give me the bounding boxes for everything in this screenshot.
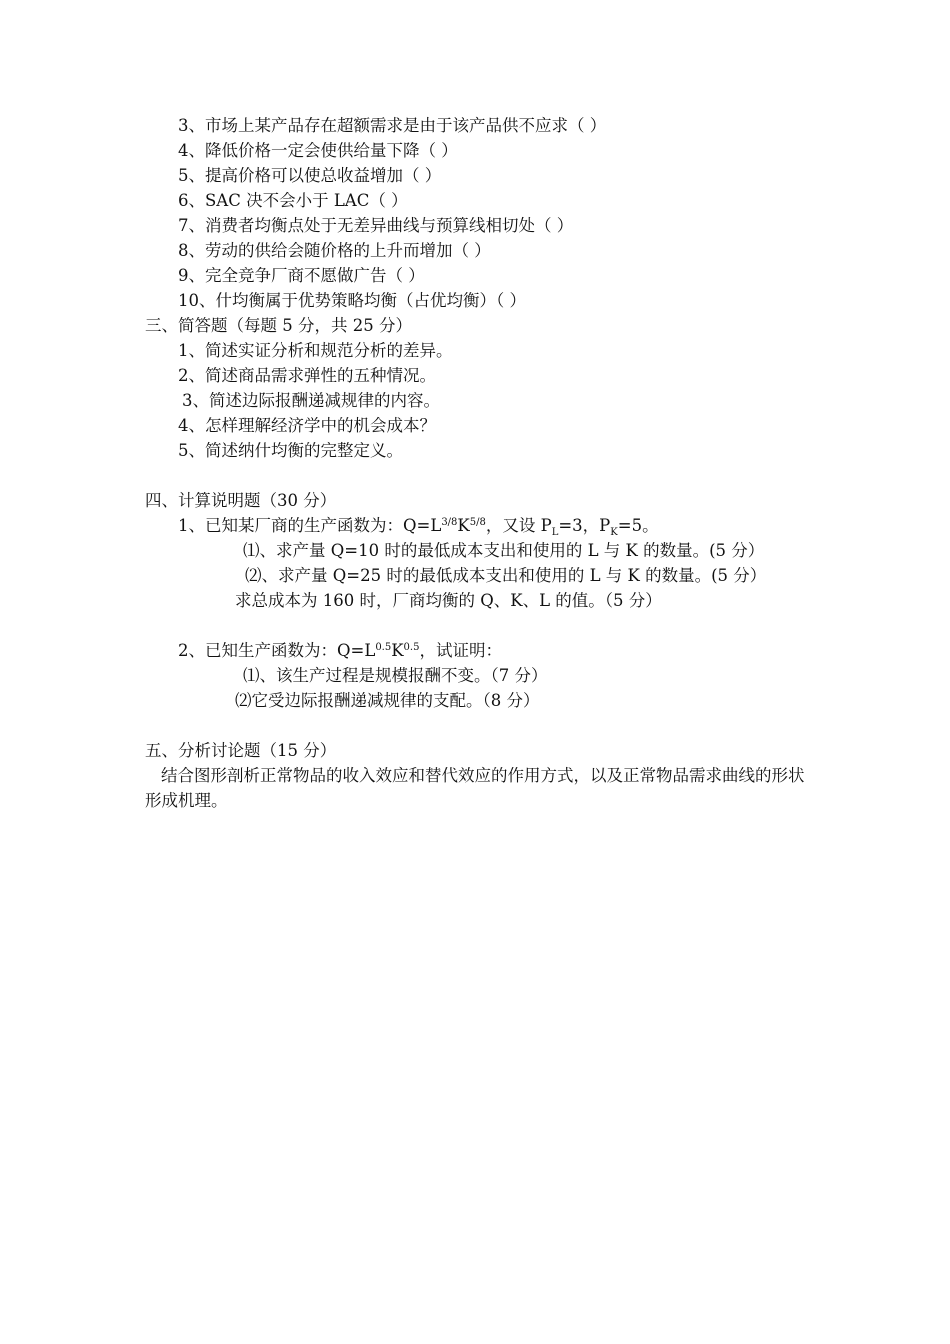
section4-q1-part-1: ⑴、求产量 Q=10 时的最低成本支出和使用的 L 与 K 的数量。(5 分） [243,541,765,560]
q1-exp-k: 5/8 [469,517,486,528]
tf-item-5: 5、提高价格可以使总收益增加（ ） [178,166,442,185]
section3-item-1: 1、简述实证分析和规范分析的差异。 [178,341,453,360]
tf-item-8: 8、劳动的供给会随价格的上升而增加（ ） [178,241,491,260]
q2-end: ，试证明： [419,641,502,660]
q1-sub-k: K [610,527,618,538]
section5-body: 结合图形剖析正常物品的收入效应和替代效应的作用方式，以及正常物品需求曲线的形状形成机理。 [145,766,805,810]
q1-exp-l: 3/8 [441,517,458,528]
section3-heading: 三、简答题（每题 5 分，共 25 分） [145,316,412,335]
tf-item-9: 9、完全竞争厂商不愿做广告（ ） [178,266,425,285]
q2-exp-k: 0.5 [403,642,420,653]
tf-item-6: 6、SAC 决不会小于 LAC（ ） [178,191,408,210]
section4-q2-part-2: ⑵它受边际报酬递减规律的支配。（8 分） [235,691,540,710]
q1-k: K [457,516,470,535]
q2-exp-l: 0.5 [375,642,392,653]
tf-item-4: 4、降低价格一定会使供给量下降（ ） [178,141,458,160]
q1-mid2: =3，P [558,516,611,535]
q1-sub-l: L [551,527,559,538]
q2-prefix: 2、已知生产函数为：Q=L [178,641,376,660]
tf-item-3: 3、市场上某产品存在超额需求是由于该产品供不应求（ ） [178,116,607,135]
section3-item-5: 5、简述纳什均衡的完整定义。 [178,441,403,460]
q2-k: K [391,641,404,660]
tf-item-10: 10、什均衡属于优势策略均衡（占优均衡）（ ） [178,291,526,310]
section4-heading: 四、计算说明题（30 分） [145,491,337,510]
section3-item-2: 2、简述商品需求弹性的五种情况。 [178,366,436,385]
section4-q1 [178,516,659,536]
q1-mid: ，又设 P [485,516,552,535]
section4-q1-part-3: 求总成本为 160 时，厂商均衡的 Q、K、L 的值。（5 分） [235,591,662,610]
q1-prefix: 1、已知某厂商的生产函数为：Q=L [178,516,442,535]
section4-q2 [178,641,502,661]
section3-item-3: 3、简述边际报酬递减规律的内容。 [182,391,440,410]
q1-end: =5。 [617,516,659,535]
section5-heading: 五、分析讨论题（15 分） [145,741,337,760]
section4-q2-part-1: ⑴、该生产过程是规模报酬不变。（7 分） [243,666,548,685]
section4-q1-part-2: ⑵、求产量 Q=25 时的最低成本支出和使用的 L 与 K 的数量。(5 分） [245,566,767,585]
section3-item-4: 4、怎样理解经济学中的机会成本？ [178,416,436,435]
tf-item-7: 7、消费者均衡点处于无差异曲线与预算线相切处（ ） [178,216,574,235]
